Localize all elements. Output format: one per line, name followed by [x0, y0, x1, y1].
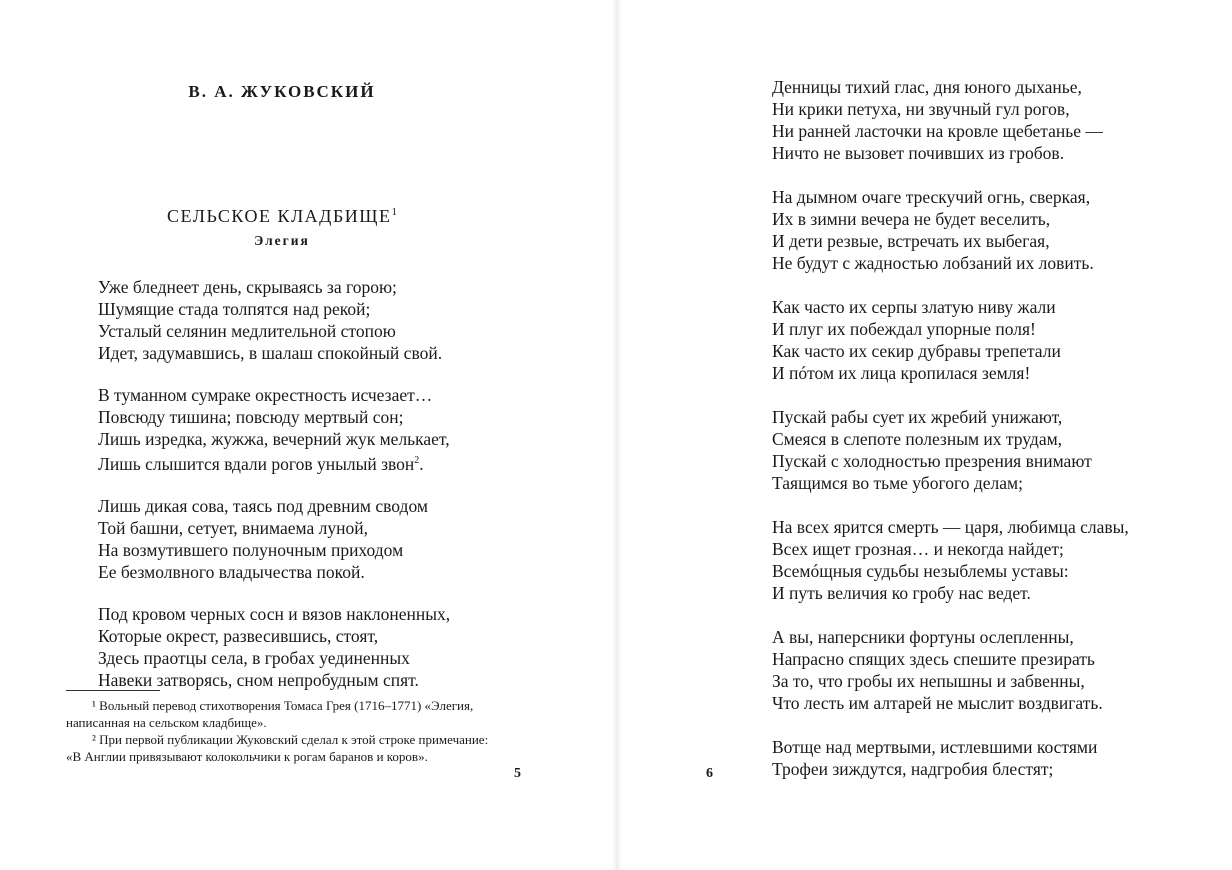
poem-title — [0, 206, 564, 227]
stanza-5 — [772, 76, 1129, 164]
verse-line: Повсюду тишина; повсюду мертвый сон; — [98, 407, 404, 427]
verse-line: В туманном сумраке окрестность исчезает… — [98, 385, 433, 405]
verse-line: Пускай с холодностью презрения внимают — [772, 451, 1092, 471]
stanza-10 — [772, 626, 1129, 714]
verse-line: Как часто их серпы златую ниву жали — [772, 297, 1056, 317]
verse-line: А вы, наперсники фортуны ослепленны, — [772, 627, 1074, 647]
verse-line: Напрасно спящих здесь спешите презирать — [772, 649, 1095, 669]
verse-line: Как часто их секир дубравы трепетали — [772, 341, 1061, 361]
verse-line: Лишь изредка, жужжа, вечерний жук мелькает, — [98, 429, 450, 449]
stanza-2 — [98, 384, 450, 475]
stanza-9 — [772, 516, 1129, 604]
footnote-divider — [66, 690, 160, 691]
verse-line: Всех ищет грозная… и некогда найдет; — [772, 539, 1064, 559]
verse-line: Их в зимни вечера не будет веселить, — [772, 209, 1051, 229]
verse-line: Пускай рабы сует их жребий унижают, — [772, 407, 1063, 427]
verse-line: Смеяся в слепоте полезным их трудам, — [772, 429, 1063, 449]
verse-line: Всемóщныя судьбы незыблемы уставы: — [772, 561, 1069, 581]
footnote-2: ² При первой публикации Жуковский сделал к этой строке примечание: «В Англии привязывают колокольчики к рогам баранов и коров». — [66, 732, 489, 764]
verse-line: На дымном очаге трескучий огнь, сверкая, — [772, 187, 1091, 207]
verse-line-text: Лишь слышится вдали рогов унылый звон — [98, 453, 415, 474]
verse-line-end: . — [419, 453, 424, 474]
stanza-6 — [772, 186, 1129, 274]
verse-line: И дети резвые, встречать их выбегая, — [772, 231, 1050, 251]
verse-line: Под кровом черных сосн и вязов наклоненных, — [98, 603, 451, 624]
left-page — [0, 0, 612, 870]
verse-line: И путь величия ко гробу нас ведет. — [772, 583, 1031, 603]
verse-line: Не будут с жадностью лобзаний их ловить. — [772, 253, 1094, 273]
left-stanzas — [98, 276, 450, 711]
verse-line: Ее безмолвного владычества покой. — [98, 561, 365, 582]
verse-line: Ничто не вызовет почивших из гробов. — [772, 143, 1065, 163]
verse-line: На возмутившего полуночным приходом — [98, 539, 404, 560]
stanza-7 — [772, 296, 1129, 384]
stanza-4 — [98, 603, 450, 691]
verse-line: И пóтом их лица кропилася земля! — [772, 363, 1031, 383]
footnote-ref-2: 2 — [414, 455, 420, 466]
verse-line: Ни ранней ласточки на кровле щебетанье — — [772, 121, 1103, 141]
right-stanzas — [772, 76, 1129, 802]
verse-line: И плуг их побеждал упорные поля! — [772, 319, 1036, 339]
right-page — [622, 0, 1232, 870]
verse-line: Усталый селянин медлительной стопою — [98, 321, 396, 341]
book-gutter — [612, 0, 622, 870]
stanza-3 — [98, 495, 450, 583]
verse-line: Которые окрест, развесившись, стоят, — [98, 625, 379, 646]
verse-line: Вотще над мертвыми, истлевшими костями — [772, 737, 1098, 757]
poem-subtitle: Элегия — [254, 233, 310, 248]
footnote-1: ¹ Вольный перевод стихотворения Томаса Грея (1716–1771) «Элегия, написанная на сельском кладбище». — [66, 698, 474, 730]
verse-line: Что лесть им алтарей не мыслит воздвигать. — [772, 693, 1103, 713]
author-heading: В. А. ЖУКОВСКИЙ — [188, 82, 376, 101]
verse-line: Уже бледнеет день, скрываясь за горою; — [98, 277, 397, 297]
verse-line: Шумящие стада толпятся над рекой; — [98, 299, 371, 319]
footnote-ref-1: 1 — [391, 206, 397, 218]
verse-line-with-note — [98, 450, 450, 475]
footnotes — [66, 697, 498, 765]
verse-line: За то, что гробы их непышны и забвенны, — [772, 671, 1085, 691]
verse-line: Навеки затворясь, сном непробудным спят. — [98, 669, 419, 690]
verse-line: На всех ярится смерть — царя, любимца славы, — [772, 517, 1129, 537]
page-number-left: 5 — [514, 766, 521, 781]
stanza-11 — [772, 736, 1129, 780]
stanza-8 — [772, 406, 1129, 494]
verse-line: Трофеи зиждутся, надгробия блестят; — [772, 759, 1054, 779]
poem-title-text: СЕЛЬСКОЕ КЛАДБИЩЕ — [167, 206, 392, 226]
verse-line: Ни крики петуха, ни звучный гул рогов, — [772, 99, 1070, 119]
verse-line: Денницы тихий глас, дня юного дыханье, — [772, 77, 1082, 97]
page-number-right: 6 — [706, 766, 713, 781]
verse-line: Лишь дикая сова, таясь под древним сводом — [98, 495, 428, 516]
verse-line: Здесь праотцы села, в гробах уединенных — [98, 647, 410, 668]
stanza-1 — [98, 276, 450, 364]
verse-line: Таящимся во тьме убогого делам; — [772, 473, 1023, 493]
verse-line: Идет, задумавшись, в шалаш спокойный свой. — [98, 343, 443, 363]
verse-line: Той башни, сетует, внимаема луной, — [98, 517, 368, 538]
